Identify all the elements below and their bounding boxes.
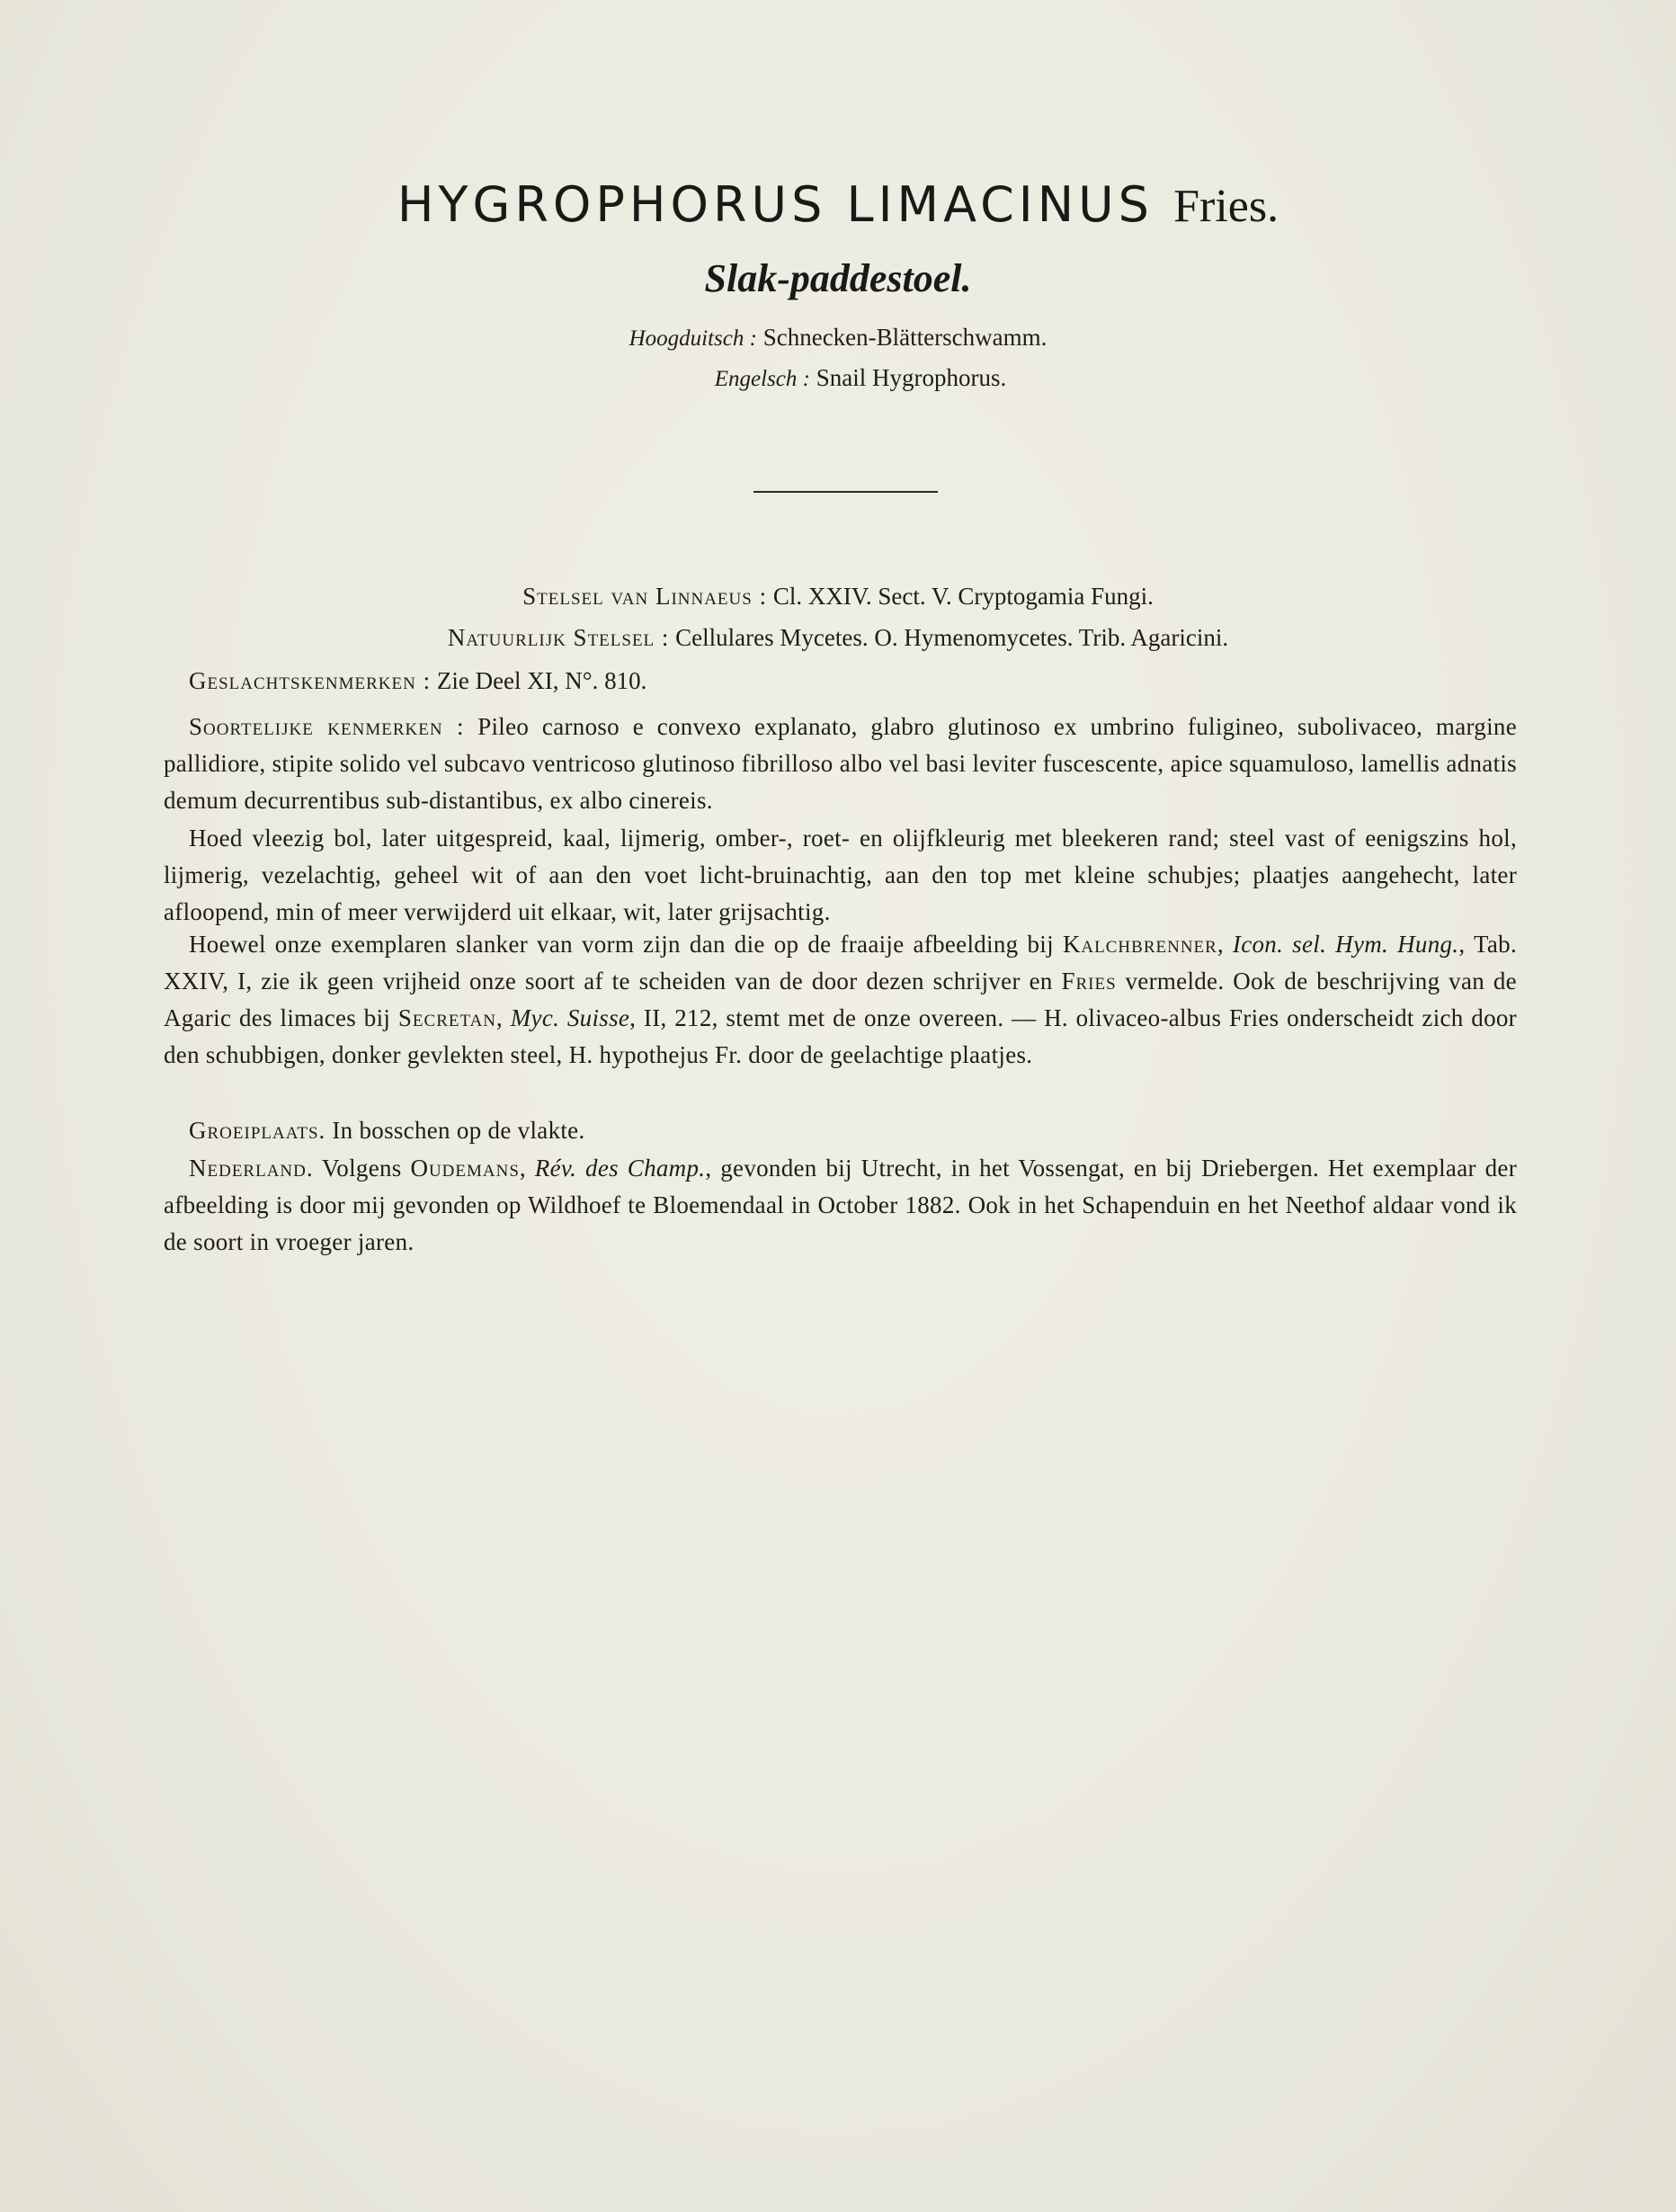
german-name: Schnecken-Blätterschwamm. [762, 324, 1048, 351]
english-name: Snail Hygrophorus. [816, 364, 1007, 391]
netherlands-name: Oudemans [410, 1155, 520, 1182]
remark-text-1: Hoewel onze exemplaren slanker van vorm zijn dan die op de fraaije afbeelding bij [189, 931, 1054, 958]
linnaeus-text: Cl. XXIV. Sect. V. Cryptogamia Fungi. [772, 583, 1154, 610]
remark-text-2: , Tab. XXIV, I, zie ik geen vrijheid onze soort af te scheiden van de door dezen schrijver en [164, 931, 1517, 995]
description-paragraph: Hoed vleezig bol, later uitgespreid, kaal, lijmerig, omber-, roet- en olijfkleurig met bleekeren rand; steel vast of eenigszins hol, lijmerig, vezelachtig, geheel wit of aan den voet licht-bruinachtig, aan den top met kleine schubjes; plaatjes aangehecht, later afloopend, min of meer verwijderd uit elkaar, wit, later grijsachtig. [164, 825, 1517, 925]
remark-name-3: Secretan [397, 1004, 497, 1031]
remark-ref-1: Icon. sel. Hym. Hung. [1232, 931, 1459, 958]
german-label: Hoogduitsch : [628, 326, 757, 351]
species-text: Pileo carnoso e convexo explanato, glabro glutinoso ex umbrino fuligineo, subolivaceo, margine pallidiore, stipite solido vel subcavo ventricoso glutinoso fibrilloso albo vel basi leviter fuscescente, apice squamuloso, lamellis adnatis demum decurrentibus sub-distantibus, ex albo cinereis. [164, 713, 1517, 814]
species-characters [164, 709, 1517, 819]
habitat-text: In bosschen op de vlakte. [332, 1117, 585, 1144]
divider [753, 491, 938, 493]
habitat-label: Groeiplaats. [189, 1117, 326, 1144]
genus-text: Zie Deel XI, N°. 810. [436, 667, 647, 694]
remark-name-2: Fries [1061, 968, 1117, 995]
remark-text-3: vermelde. Ook de beschrijving van de Agaric des limaces bij [164, 968, 1517, 1031]
linnaeus-system [0, 583, 1676, 611]
netherlands-ref: Rév. des Champ. [534, 1155, 706, 1182]
natural-text: Cellulares Mycetes. O. Hymenomycetes. Trib. Agaricini. [675, 624, 1229, 651]
german-name-line [0, 324, 1676, 352]
species-name: HYGROPHORUS LIMACINUS [397, 176, 1154, 233]
natural-label: Natuurlijk Stelsel : [447, 624, 670, 651]
remark-paragraph: Hoewel onze exemplaren slanker van vorm zijn dan die op de fraaije afbeelding bij Kalchbrenner, Icon. sel. Hym. Hung., Tab. XXIV, I, zie ik geen vrijheid onze soort af te scheiden van de door dezen schrijver en Fries vermelde. Ook de beschrijving van de Agaric des limaces bij Secretan, Myc. Suisse, II, 212, stemt met de onze overeen. — H. olivaceo-albus Fries onderscheidt zich door den schubbigen, donker gevlekten steel, H. hypothejus Fr. door de geelachtige plaatjes. [164, 931, 1517, 1068]
netherlands-text-2: , gevonden bij Utrecht, in het Vossengat, en bij Driebergen. Het exemplaar der afbeelding is door mij gevonden op Wildhoef te Bloemendaal in October 1882. Ook in het Schapenduin en het Neethof aldaar vond ik de soort in vroeger jaren. [164, 1155, 1517, 1255]
english-label: Engelsch : [714, 367, 810, 391]
linnaeus-label: Stelsel van Linnaeus : [522, 583, 768, 610]
species-label: Soortelijke kenmerken : [189, 713, 465, 740]
remark-ref-2: Myc. Suisse [510, 1004, 630, 1031]
species-author: Fries. [1173, 181, 1279, 232]
natural-system [0, 624, 1676, 652]
english-name-line [0, 364, 1676, 392]
genus-characters [189, 667, 646, 695]
habitat-paragraph [164, 1112, 1517, 1149]
page-title [0, 176, 1676, 233]
netherlands-label: Nederland. [189, 1155, 314, 1182]
genus-label: Geslachtskenmerken : [189, 667, 432, 694]
netherlands-paragraph: Nederland. Volgens Oudemans, Rév. des Champ., gevonden bij Utrecht, in het Vossengat, en bij Driebergen. Het exemplaar der afbeelding is door mij gevonden op Wildhoef te Bloemendaal in October 1882. Ook in het Schapenduin en het Neethof aldaar vond ik de soort in vroeger jaren. [164, 1155, 1517, 1255]
remark-name-1: Kalchbrenner [1062, 931, 1217, 958]
dutch-common-name: Slak-paddestoel. [704, 256, 972, 300]
netherlands-text-1: Volgens [321, 1155, 402, 1182]
remark-text-4: , II, 212, stemt met de onze overeen. — H. olivaceo-albus Fries onderscheidt zich door den schubbigen, donker gevlekten steel, H. hypothejus Fr. door de geelachtige plaatjes. [164, 1004, 1517, 1068]
